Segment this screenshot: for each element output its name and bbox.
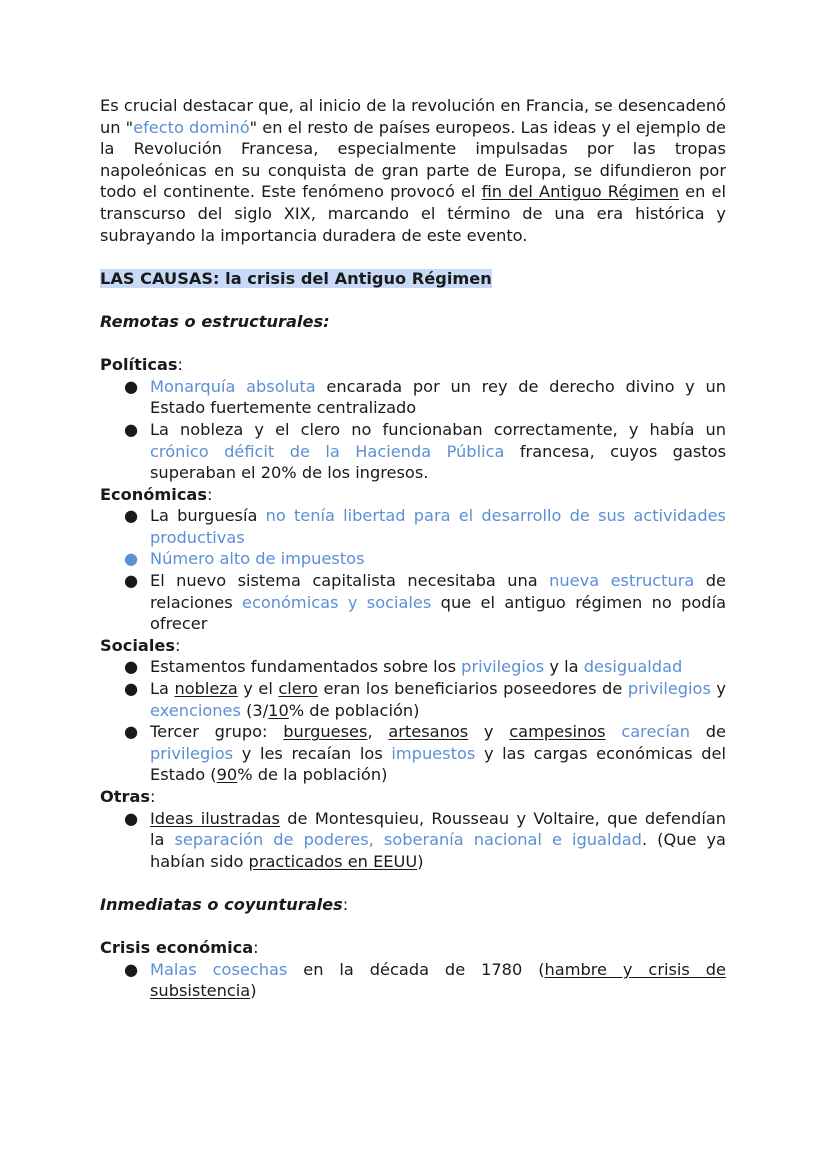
- highlight-text: privilegios: [461, 657, 545, 677]
- item-text: La burguesía: [150, 506, 266, 526]
- bullet-icon: ●: [124, 506, 139, 526]
- bullet-icon: ●: [124, 679, 139, 699]
- item-text: y la: [544, 657, 584, 677]
- category-colon: :: [177, 355, 183, 375]
- item-text: y el: [237, 679, 279, 699]
- category-label: Sociales: [100, 635, 176, 655]
- item-text: Tercer grupo:: [150, 722, 284, 742]
- item-text: ): [250, 981, 257, 1001]
- highlight-text: carecían: [621, 722, 691, 742]
- highlight-text: Malas cosechas: [150, 959, 288, 979]
- list-item: [124, 656, 726, 678]
- underline-text: campesinos: [509, 722, 606, 742]
- item-text: de relaciones: [150, 571, 726, 612]
- category-label: Otras: [100, 787, 151, 806]
- intro-text-2: " en el resto de países europeos. Las ideas y el ejemplo de la Revolución Francesa, especialmente impulsadas por las tropas napoleónicas en su conquista de gran parte de Europa, se difundieron por todo el continente. Este fenómeno provocó el: [100, 117, 726, 202]
- list-crisis-economica: [100, 959, 726, 1002]
- highlight-text: económicas y sociales: [242, 592, 432, 612]
- list-item: [124, 808, 726, 873]
- highlight-text: nueva estructura: [549, 571, 695, 591]
- item-text: en la década de 1780 (: [287, 959, 545, 979]
- intro-text-1: Es crucial destacar que, al inicio de la revolución en Francia, se desencadenó un ": [100, 96, 726, 137]
- bullet-icon: ●: [124, 549, 139, 569]
- category-label: Políticas: [100, 355, 178, 375]
- underline-text: nobleza: [174, 679, 238, 699]
- list-otras: [100, 808, 726, 873]
- item-text: ,: [367, 722, 389, 742]
- list-item: [124, 570, 726, 635]
- intro-highlight-efecto-domino: efecto dominó: [133, 117, 250, 137]
- underline-text: Ideas ilustradas: [150, 808, 280, 828]
- bullet-icon: ●: [124, 376, 139, 396]
- category-colon: :: [150, 787, 156, 806]
- underline-text: clero: [278, 679, 318, 699]
- item-text: y les recaían los: [233, 743, 392, 763]
- item-text: El nuevo sistema capitalista necesitaba una: [150, 571, 550, 591]
- underline-text: 10: [268, 700, 289, 720]
- category-economicas: [100, 484, 726, 506]
- item-text: La: [150, 679, 175, 699]
- section-heading: LAS CAUSAS: la crisis del Antiguo Régimen: [100, 268, 492, 288]
- bullet-icon: ●: [124, 808, 139, 828]
- bullet-icon: ●: [124, 959, 139, 979]
- bullet-icon: ●: [124, 657, 139, 677]
- section-heading-wrap: [100, 268, 726, 290]
- category-colon: :: [175, 635, 181, 655]
- highlight-text: no tenía libertad para el desarrollo de sus actividades productivas: [150, 506, 726, 547]
- highlight-text: privilegios: [150, 743, 234, 763]
- highlight-text: privilegios: [627, 679, 711, 699]
- item-text: Estamentos fundamentados sobre los: [150, 657, 462, 677]
- bullet-icon: ●: [124, 419, 139, 439]
- item-text: eran los beneficiarios poseedores de: [317, 679, 628, 699]
- item-text: de Montesquieu, Rousseau y Voltaire, que defendían la: [150, 808, 726, 850]
- item-text: y: [710, 679, 726, 699]
- category-colon: :: [207, 484, 213, 504]
- list-economicas: [100, 505, 726, 635]
- item-text: ): [417, 851, 424, 871]
- subheading-text: Inmediatas o coyunturales: [100, 894, 343, 914]
- item-text: % de población): [288, 700, 420, 720]
- list-item: [124, 678, 726, 721]
- list-politicas: [100, 376, 726, 484]
- underline-text: hambre y crisis de subsistencia: [150, 959, 727, 1001]
- item-text: y: [468, 722, 510, 742]
- item-text: que el antiguo régimen no podía ofrecer: [150, 592, 726, 634]
- item-text: encarada por un rey de derecho divino y un Estado fuertemente centralizado: [150, 376, 726, 418]
- intro-underline-fin-antiguo-regimen: fin del Antiguo Régimen: [481, 182, 680, 202]
- list-sociales: [100, 656, 726, 786]
- item-text: La nobleza y el clero no funcionaban correctamente, y había un: [150, 419, 726, 439]
- list-item: [124, 721, 726, 786]
- item-text: [606, 722, 622, 741]
- intro-paragraph: [100, 95, 726, 246]
- highlight-text: exenciones: [150, 700, 241, 720]
- list-item: [124, 959, 727, 1002]
- category-label: Económicas: [100, 484, 207, 504]
- underline-text: artesanos: [388, 722, 469, 742]
- list-item: [124, 376, 726, 419]
- underline-text: practicados en EEUU: [248, 851, 418, 871]
- item-text: y las cargas económicas del Estado (: [150, 743, 726, 785]
- intro-text-3: en el transcurso del siglo XIX, marcando el término de una era histórica y subrayando la importancia duradera de este evento.: [100, 182, 726, 245]
- highlight-text: crónico déficit de la Hacienda Pública: [150, 441, 505, 461]
- bullet-icon: ●: [124, 722, 139, 742]
- category-colon: :: [253, 938, 259, 958]
- list-item: [124, 505, 726, 548]
- bullet-icon: ●: [124, 571, 139, 591]
- subheading-inmediatas: [100, 894, 726, 916]
- highlight-text: desigualdad: [583, 657, 683, 677]
- highlight-text: Número alto de impuestos: [150, 549, 365, 569]
- highlight-text: impuestos: [391, 743, 476, 763]
- category-sociales: [100, 635, 726, 657]
- item-text: de: [690, 722, 726, 742]
- item-text: (3/: [240, 700, 269, 720]
- subheading-colon: :: [342, 894, 349, 914]
- category-crisis-economica: [100, 937, 726, 959]
- highlight-text: separación de poderes, soberanía nacional e igualdad: [174, 830, 642, 850]
- category-otras: [100, 786, 726, 808]
- category-politicas: [100, 354, 726, 376]
- highlight-text: Monarquía absoluta: [150, 376, 316, 396]
- list-item: [124, 419, 726, 484]
- category-label: Crisis económica: [100, 938, 254, 958]
- item-text: . (Que ya habían sido: [150, 830, 726, 871]
- underline-text: 90: [216, 765, 238, 785]
- underline-text: burgueses: [283, 722, 368, 742]
- list-item: [124, 548, 726, 570]
- item-text: francesa, cuyos gastos superaban el 20% de los ingresos.: [150, 441, 726, 483]
- item-text: % de la población): [237, 765, 388, 785]
- document-page: [100, 95, 726, 1002]
- subheading-remotas: Remotas o estructurales:: [100, 311, 330, 331]
